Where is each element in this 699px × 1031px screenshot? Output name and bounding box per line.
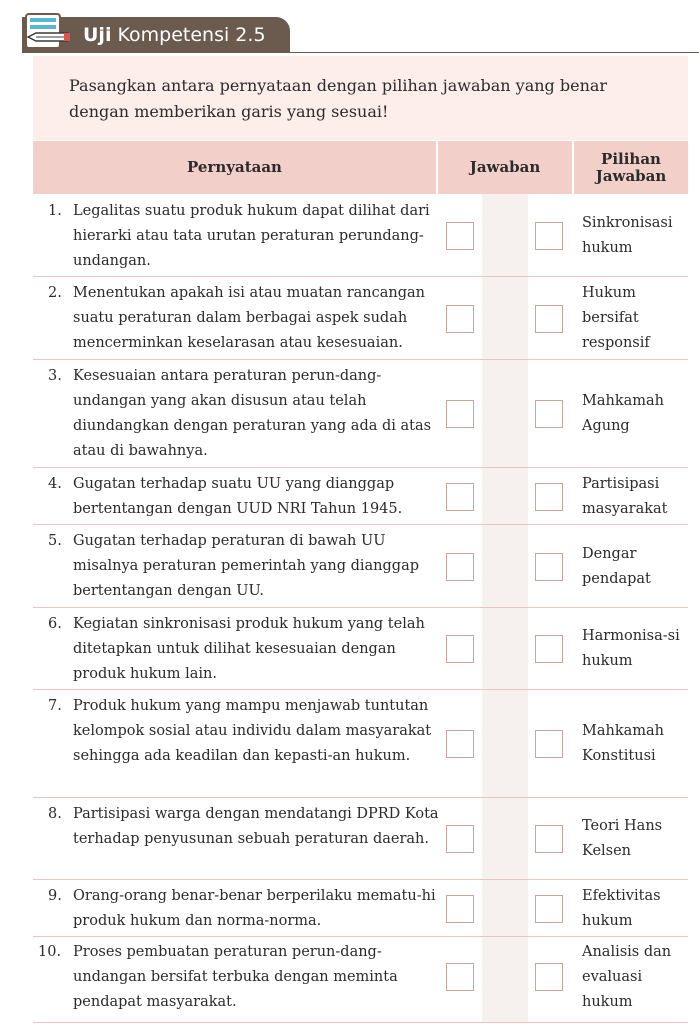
statement-cell: 2. Menentukan apakah isi atau muatan rancangan suatu peraturan dalam berbagai aspek sudah mencerminkan keselarasan atau kesesuaian. bbox=[48, 285, 426, 351]
table-row bbox=[33, 608, 688, 690]
option-cell: Sinkronisasi hukum bbox=[582, 215, 673, 256]
section-header bbox=[0, 0, 699, 56]
table-row bbox=[33, 360, 688, 468]
answer-checkbox-right[interactable] bbox=[535, 222, 563, 250]
option-cell: Hukum bersifat responsif bbox=[582, 285, 650, 351]
answer-checkbox-left[interactable] bbox=[446, 483, 474, 511]
answer-checkbox-left[interactable] bbox=[446, 895, 474, 923]
table-row bbox=[33, 468, 688, 525]
column-header-options: Pilihan Jawaban bbox=[574, 141, 688, 194]
option-cell: Harmonisa-si hukum bbox=[582, 628, 680, 669]
answer-checkbox-left[interactable] bbox=[446, 730, 474, 758]
table-row bbox=[33, 194, 688, 277]
option-cell: Dengar pendapat bbox=[582, 546, 651, 587]
option-cell: Partisipasi masyarakat bbox=[582, 476, 668, 517]
table-row bbox=[33, 277, 688, 360]
answer-checkbox-right[interactable] bbox=[535, 553, 563, 581]
option-cell: Mahkamah Agung bbox=[582, 393, 664, 434]
answer-checkbox-right[interactable] bbox=[535, 895, 563, 923]
statement-cell: 4. Gugatan terhadap suatu UU yang dianggap bertentangan dengan UUD NRI Tahun 1945. bbox=[48, 476, 403, 517]
answer-checkbox-left[interactable] bbox=[446, 400, 474, 428]
table-row bbox=[33, 880, 688, 937]
answer-checkbox-right[interactable] bbox=[535, 963, 563, 991]
statement-cell: 9. Orang-orang benar-benar berperilaku mematu-hi produk hukum dan norma-norma. bbox=[48, 888, 436, 929]
answer-checkbox-left[interactable] bbox=[446, 222, 474, 250]
column-header-statement: Pernyataan bbox=[33, 141, 436, 194]
option-cell: Efektivitas hukum bbox=[582, 888, 661, 929]
answer-checkbox-right[interactable] bbox=[535, 635, 563, 663]
column-header-answer: Jawaban bbox=[438, 141, 572, 194]
answer-checkbox-left[interactable] bbox=[446, 305, 474, 333]
table-row bbox=[33, 525, 688, 608]
statement-cell: 10. Proses pembuatan peraturan perun-dang-undangan bersifat terbuka dengan meminta pendapat masyarakat. bbox=[38, 944, 398, 1010]
option-cell: Teori Hans Kelsen bbox=[582, 818, 663, 859]
answer-checkbox-left[interactable] bbox=[446, 825, 474, 853]
statement-cell: 3. Kesesuaian antara peraturan perun-dang-undangan yang akan disusun atau telah diundangkan dengan peraturan yang ada di atas atau di bawahnya. bbox=[48, 368, 432, 459]
option-cell: Analisis dan evaluasi hukum bbox=[582, 944, 672, 1010]
section-title: Uji Kompetensi 2.5 bbox=[83, 24, 266, 46]
pencil-book-icon bbox=[22, 12, 76, 52]
statement-cell: 8. Partisipasi warga dengan mendatangi DPRD Kota terhadap penyusunan sebuah peraturan daerah. bbox=[48, 806, 439, 847]
answer-checkbox-right[interactable] bbox=[535, 483, 563, 511]
instruction-text: Pasangkan antara pernyataan dengan pilihan jawaban yang benar dengan memberikan garis yang sesuai! bbox=[69, 76, 608, 121]
answer-checkbox-left[interactable] bbox=[446, 553, 474, 581]
answer-checkbox-right[interactable] bbox=[535, 730, 563, 758]
statement-cell: 1. Legalitas suatu produk hukum dapat dilihat dari hierarki atau tata urutan peraturan perundang-undangan. bbox=[48, 203, 430, 269]
instruction-box bbox=[33, 56, 688, 140]
answer-checkbox-left[interactable] bbox=[446, 963, 474, 991]
statement-cell: 5. Gugatan terhadap peraturan di bawah UU misalnya peraturan pemerintah yang dianggap bertentangan dengan UU. bbox=[48, 533, 420, 599]
table-row bbox=[33, 690, 688, 798]
table-row bbox=[33, 798, 688, 880]
table-row bbox=[33, 937, 688, 1023]
statement-cell: 6. Kegiatan sinkronisasi produk hukum yang telah ditetapkan untuk dilihat kesesuaian dengan produk hukum lain. bbox=[48, 616, 425, 682]
answer-checkbox-left[interactable] bbox=[446, 635, 474, 663]
option-cell: Mahkamah Konstitusi bbox=[582, 723, 664, 764]
header-rule bbox=[22, 52, 699, 53]
answer-checkbox-right[interactable] bbox=[535, 825, 563, 853]
answer-checkbox-right[interactable] bbox=[535, 400, 563, 428]
answer-checkbox-right[interactable] bbox=[535, 305, 563, 333]
statement-cell: 7. Produk hukum yang mampu menjawab tuntutan kelompok sosial atau individu dalam masyarakat sehingga ada keadilan dan kepasti-an hukum. bbox=[48, 698, 432, 764]
